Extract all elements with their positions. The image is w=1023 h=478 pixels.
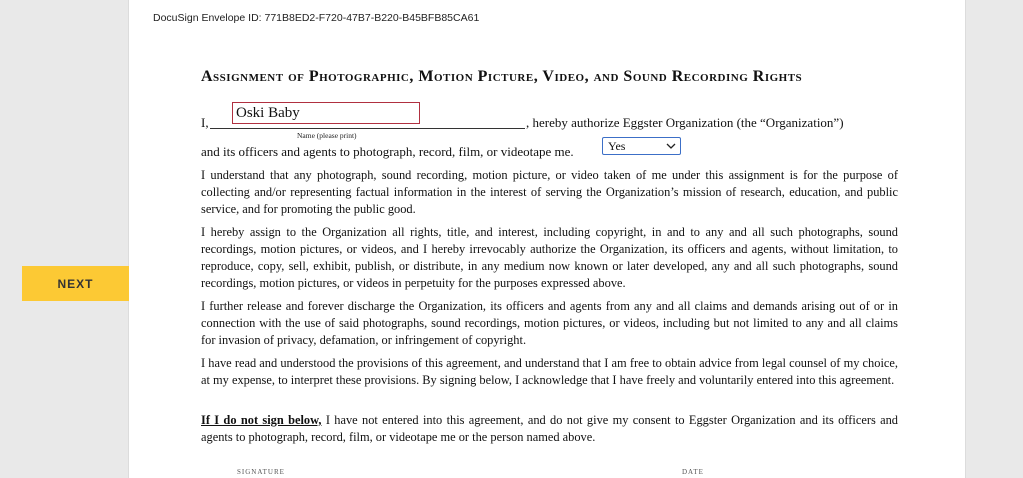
no-signature-emphasis: If I do not sign below, xyxy=(201,413,322,427)
line2-text: and its officers and agents to photograph, record, film, or videotape me. xyxy=(201,144,574,159)
line1-prefix: I, xyxy=(201,115,209,130)
name-blank-line xyxy=(210,128,525,129)
name-input[interactable] xyxy=(232,102,420,124)
paragraph-release: I further release and forever discharge the Organization, its officers and agents from any and all claims and demands arising out of or in connection with the use of said photographs, sound recordings, motion pictures, or videos, including but not limited to any and all claims for invasion of privacy, defamation, or infringement of copyright. xyxy=(201,299,898,347)
paragraph-no-signature xyxy=(201,412,898,446)
chevron-down-icon xyxy=(666,143,676,149)
right-gutter xyxy=(966,0,1023,478)
envelope-id: DocuSign Envelope ID: 771B8ED2-F720-47B7-B220-B45BFB85CA61 xyxy=(153,12,480,24)
no-signature-text: I have not entered into this agreement, and do not give my consent to Eggster Organization and its officers and agents to photograph, record, film, or videotape me or the person named above. xyxy=(201,413,898,444)
paragraph-purpose: I understand that any photograph, sound recording, motion picture, or video taken of me under this assignment is for the purpose of collecting and/or representing factual information in the interest of serving the Organization’s mission of research, education, and public service, and for promoting the public good. xyxy=(201,168,898,216)
signature-label: SIGNATURE xyxy=(237,468,285,476)
consent-select-value: Yes xyxy=(608,138,626,153)
line1-suffix: , hereby authorize Eggster Organization (the “Organization”) xyxy=(526,115,844,130)
name-caption: Name (please print) xyxy=(297,131,357,140)
next-button[interactable]: NEXT xyxy=(22,266,129,301)
paragraph-assignment: I hereby assign to the Organization all rights, title, and interest, including copyright, in and to any and all such photographs, sound recordings, motion pictures, or videos, and I hereby irrevocably authorize the Organization, its officers and agents, without limitation, to reproduce, copy, sell, exhibit, publish, or distribute, in any medium now known or later developed, any and all such photographs, sound recordings, motion pictures, or videos in perpetuity for the purposes expressed above. xyxy=(201,225,898,290)
paragraph-acknowledgement: I have read and understood the provisions of this agreement, and understand that I am free to obtain advice from legal counsel of my choice, at my expense, to interpret these provisions. By signing below, I acknowledge that I have freely and voluntarily entered into this agreement. xyxy=(201,356,898,387)
consent-select[interactable] xyxy=(602,137,681,155)
document-title: Assignment of Photographic, Motion Picture, Video, and Sound Recording Rights xyxy=(201,68,803,85)
left-gutter xyxy=(0,0,128,478)
document-page xyxy=(128,0,966,478)
date-label: DATE xyxy=(682,468,704,476)
